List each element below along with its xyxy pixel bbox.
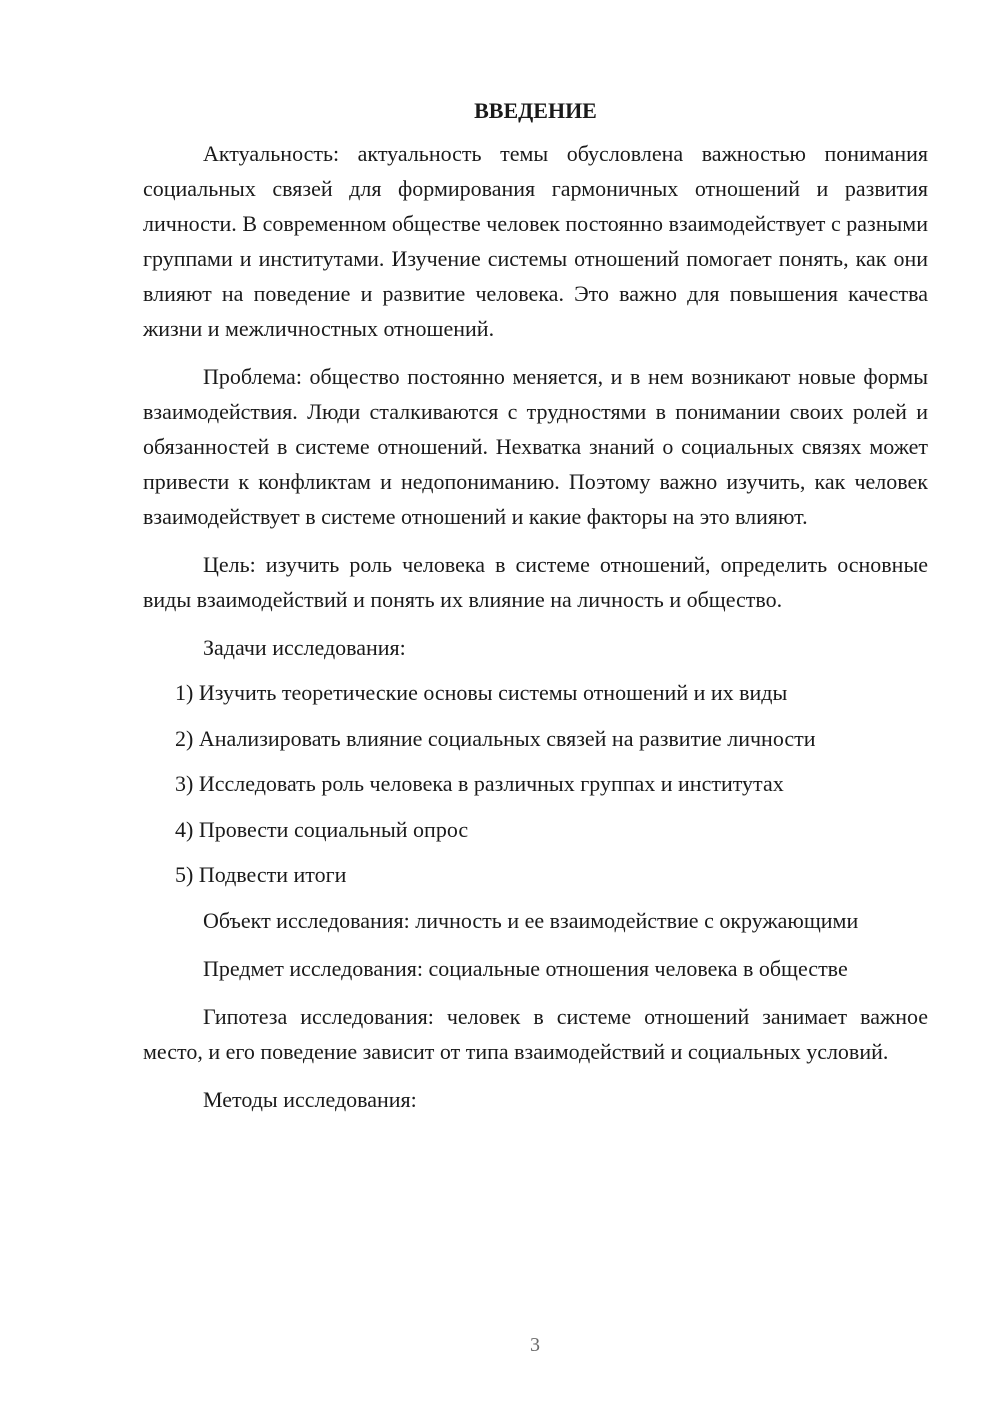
tasks-list bbox=[143, 675, 928, 892]
methods-heading: Методы исследования: bbox=[203, 1086, 417, 1112]
task-item-2: 2) Анализировать влияние социальных связей на развитие личности bbox=[175, 725, 816, 751]
paragraph-problem: Проблема: общество постоянно меняется, и в нем возникают новые формы взаимодействия. Люди сталкиваются с трудностями в понимании своих ролей и обязанностей в системе отношений. Нехватка знаний о социальных связях может привести к конфликтам и недопониманию. Поэтому важно изучить, как человек взаимодействует в системе отношений и какие факторы на это влияют. bbox=[143, 364, 928, 529]
paragraph-subject: Предмет исследования: социальные отношения человека в обществе bbox=[203, 955, 848, 981]
task-item-3: 3) Исследовать роль человека в различных группах и институтах bbox=[175, 771, 784, 796]
page-title: ВВЕДЕНИЕ bbox=[474, 98, 597, 123]
paragraph-relevance: Актуальность: актуальность темы обусловлена важностью понимания социальных связей для формирования гармоничных отношений и развития личности. В современном обществе человек постоянно взаимодействует с разными группами и институтами. Изучение системы отношений помогает понять, как они влияют на поведение и развитие человека. Это важно для повышения качества жизни и межличностных отношений. bbox=[143, 141, 928, 341]
tasks-heading: Задачи исследования: bbox=[203, 635, 406, 660]
task-item-4: 4) Провести социальный опрос bbox=[175, 816, 469, 842]
task-item-1: 1) Изучить теоретические основы системы отношений и их виды bbox=[175, 680, 788, 705]
paragraph-object: Объект исследования: личность и ее взаимодействие с окружающими bbox=[203, 907, 859, 933]
page-number: 3 bbox=[530, 1334, 540, 1356]
paragraph-hypothesis: Гипотеза исследования: человек в системе отношений занимает важное место, и его поведение зависит от типа взаимодействий и социальных условий. bbox=[143, 1003, 928, 1064]
document-page bbox=[143, 96, 928, 1127]
paragraph-goal: Цель: изучить роль человека в системе отношений, определить основные виды взаимодействий и понять их влияние на личность и общество. bbox=[143, 552, 928, 612]
task-item-5: 5) Подвести итоги bbox=[175, 862, 347, 887]
